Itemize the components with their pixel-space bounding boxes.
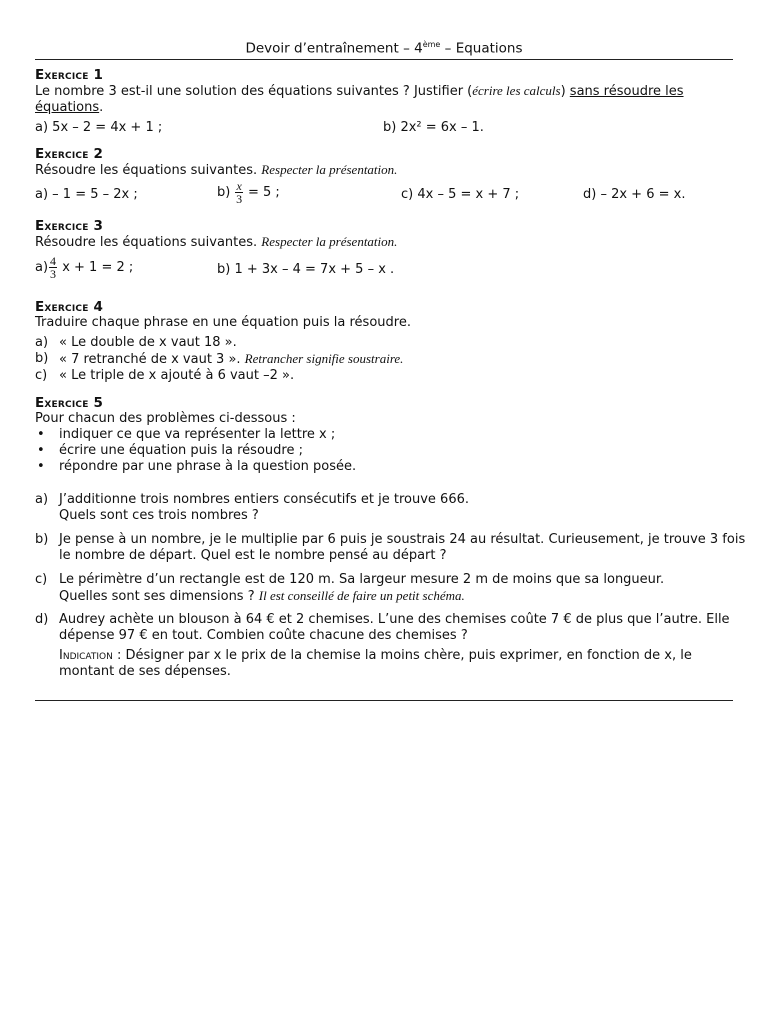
problem-line: dépense 97 € en tout. Combien coûte chacune des chemises ?	[59, 628, 468, 643]
problem-marker: c)	[35, 572, 48, 587]
ex1-underlined: sans résoudre les	[569, 84, 684, 99]
ex2-b-fraction	[235, 180, 242, 205]
exercise-5	[35, 395, 733, 475]
ex3-a-label: a)	[35, 260, 49, 275]
indication-text: : Désigner par x le prix de la chemise la moins chère, puis exprimer, en fonction de x, le	[112, 648, 692, 663]
ex3-eq-a	[35, 255, 133, 280]
ex1-eq-b: b) 2x² = 6x – 1.	[383, 120, 484, 135]
ex1-eq-a: a) 5x – 2 = 4x + 1 ;	[35, 120, 163, 135]
exercise-5-instruction: Pour chacun des problèmes ci-dessous :	[35, 411, 296, 426]
ex2-italic: Respecter la présentation.	[261, 162, 398, 177]
bullet-icon: •	[37, 427, 45, 442]
exercise-2-title: Exercice 2	[35, 146, 104, 162]
bullet-icon: •	[37, 459, 45, 474]
header-title: Devoir d’entraînement – 4	[245, 40, 423, 57]
ex2-b-rest: = 5 ;	[247, 185, 280, 200]
indication-label: Indication	[59, 648, 113, 663]
problem-marker: b)	[35, 532, 49, 547]
item-text: « Le double de x vaut 18 ».	[59, 335, 237, 350]
exercise-4-list	[35, 335, 733, 384]
list-item	[35, 351, 733, 368]
exercise-3	[35, 218, 733, 285]
exercise-1-instruction-2	[35, 100, 733, 116]
item-marker: b)	[35, 351, 49, 366]
ex2-b-num: x	[236, 179, 242, 193]
exercise-3-instruction	[35, 234, 733, 251]
header-title-end: – Equations	[440, 40, 523, 57]
ex1-underlined-2: équations	[35, 100, 100, 115]
page-header	[0, 40, 768, 57]
problem-marker: d)	[35, 612, 49, 627]
problem-italic: Il est conseillé de faire un petit schéma.	[258, 588, 465, 603]
problem-marker: a)	[35, 492, 49, 507]
exercise-1-equations	[35, 120, 733, 138]
problem-line: Le périmètre d’un rectangle est de 120 m. Sa largeur mesure 2 m de moins que sa longueur.	[59, 572, 665, 587]
list-item	[35, 368, 733, 384]
bullet-text: répondre par une phrase à la question posée.	[59, 459, 357, 474]
ex3-text: Résoudre les équations suivantes.	[35, 235, 262, 250]
indication	[59, 648, 733, 664]
problem-line: Quels sont ces trois nombres ?	[59, 508, 259, 523]
ex3-a-num: 4	[50, 254, 57, 268]
list-item	[35, 427, 733, 443]
ex3-eq-b: b) 1 + 3x – 4 = 7x + 5 – x .	[217, 262, 395, 277]
exercise-4-instruction: Traduire chaque phrase en une équation puis la résoudre.	[35, 315, 411, 330]
footer-rule	[35, 700, 733, 701]
ex3-a-fraction	[49, 255, 57, 280]
exercise-4	[35, 299, 733, 384]
list-item	[35, 459, 733, 475]
item-text: « 7 retranché de x vaut 3 ».	[59, 352, 245, 367]
ex1-italic: écrire les calculs	[472, 83, 561, 98]
problem-line	[59, 588, 733, 605]
ex2-eq-a: a) – 1 = 5 – 2x ;	[35, 187, 138, 202]
ex2-text: Résoudre les équations suivantes.	[35, 163, 262, 178]
ex3-a-den: 3	[50, 267, 57, 281]
problem-b	[35, 532, 746, 564]
header-sup: ème	[422, 40, 441, 49]
item-italic: Retrancher signifie soustraire.	[244, 351, 404, 366]
list-item	[35, 335, 733, 351]
exercise-1	[35, 67, 733, 138]
problem-c	[35, 572, 733, 605]
item-text: « Le triple de x ajouté à 6 vaut –2 ».	[59, 368, 295, 383]
ex2-b-label: b)	[217, 185, 231, 200]
ex3-a-rest: x + 1 = 2 ;	[62, 260, 134, 275]
indication-text-2: montant de ses dépenses.	[59, 664, 231, 679]
ex1-end: .	[99, 100, 104, 115]
item-marker: a)	[35, 335, 49, 350]
bullet-text: indiquer ce que va représenter la lettre x ;	[59, 427, 336, 442]
ex3-italic: Respecter la présentation.	[261, 234, 398, 249]
exercise-3-equations	[35, 255, 733, 285]
problem-line: le nombre de départ. Quel est le nombre pensé au départ ?	[59, 548, 447, 563]
ex1-text-b: )	[560, 84, 570, 99]
problem-d	[35, 612, 733, 680]
header-rule	[35, 59, 733, 60]
bullet-text: écrire une équation puis la résoudre ;	[59, 443, 303, 458]
exercise-1-instruction	[35, 83, 733, 100]
exercise-2-equations	[35, 179, 733, 209]
ex2-eq-b	[217, 180, 280, 205]
ex2-eq-d: d) – 2x + 6 = x.	[583, 187, 686, 202]
problem-line: J’additionne trois nombres entiers consécutifs et je trouve 666.	[59, 492, 469, 507]
ex2-eq-c: c) 4x – 5 = x + 7 ;	[401, 187, 520, 202]
ex2-b-den: 3	[236, 192, 243, 206]
item-marker: c)	[35, 368, 48, 383]
problem-line: Je pense à un nombre, je le multiplie par 6 puis je soustrais 24 au résultat. Curieusement, je trouve 3 fois	[59, 532, 746, 547]
list-item	[35, 443, 733, 459]
exercise-5-bullets	[35, 427, 733, 475]
problem-line: Audrey achète un blouson à 64 € et 2 chemises. L’une des chemises coûte 7 € de plus que l’autre. Elle	[59, 612, 730, 627]
exercise-1-title: Exercice 1	[35, 67, 104, 83]
exercise-5-title: Exercice 5	[35, 395, 104, 411]
exercise-4-title: Exercice 4	[35, 299, 104, 315]
problem-text: Quelles sont ses dimensions ?	[59, 589, 259, 604]
exercise-2-instruction	[35, 162, 733, 179]
problem-a	[35, 492, 733, 524]
exercise-2	[35, 146, 733, 209]
bullet-icon: •	[37, 443, 45, 458]
exercise-3-title: Exercice 3	[35, 218, 104, 234]
ex1-text: Le nombre 3 est-il une solution des équations suivantes ? Justifier (	[35, 84, 473, 99]
